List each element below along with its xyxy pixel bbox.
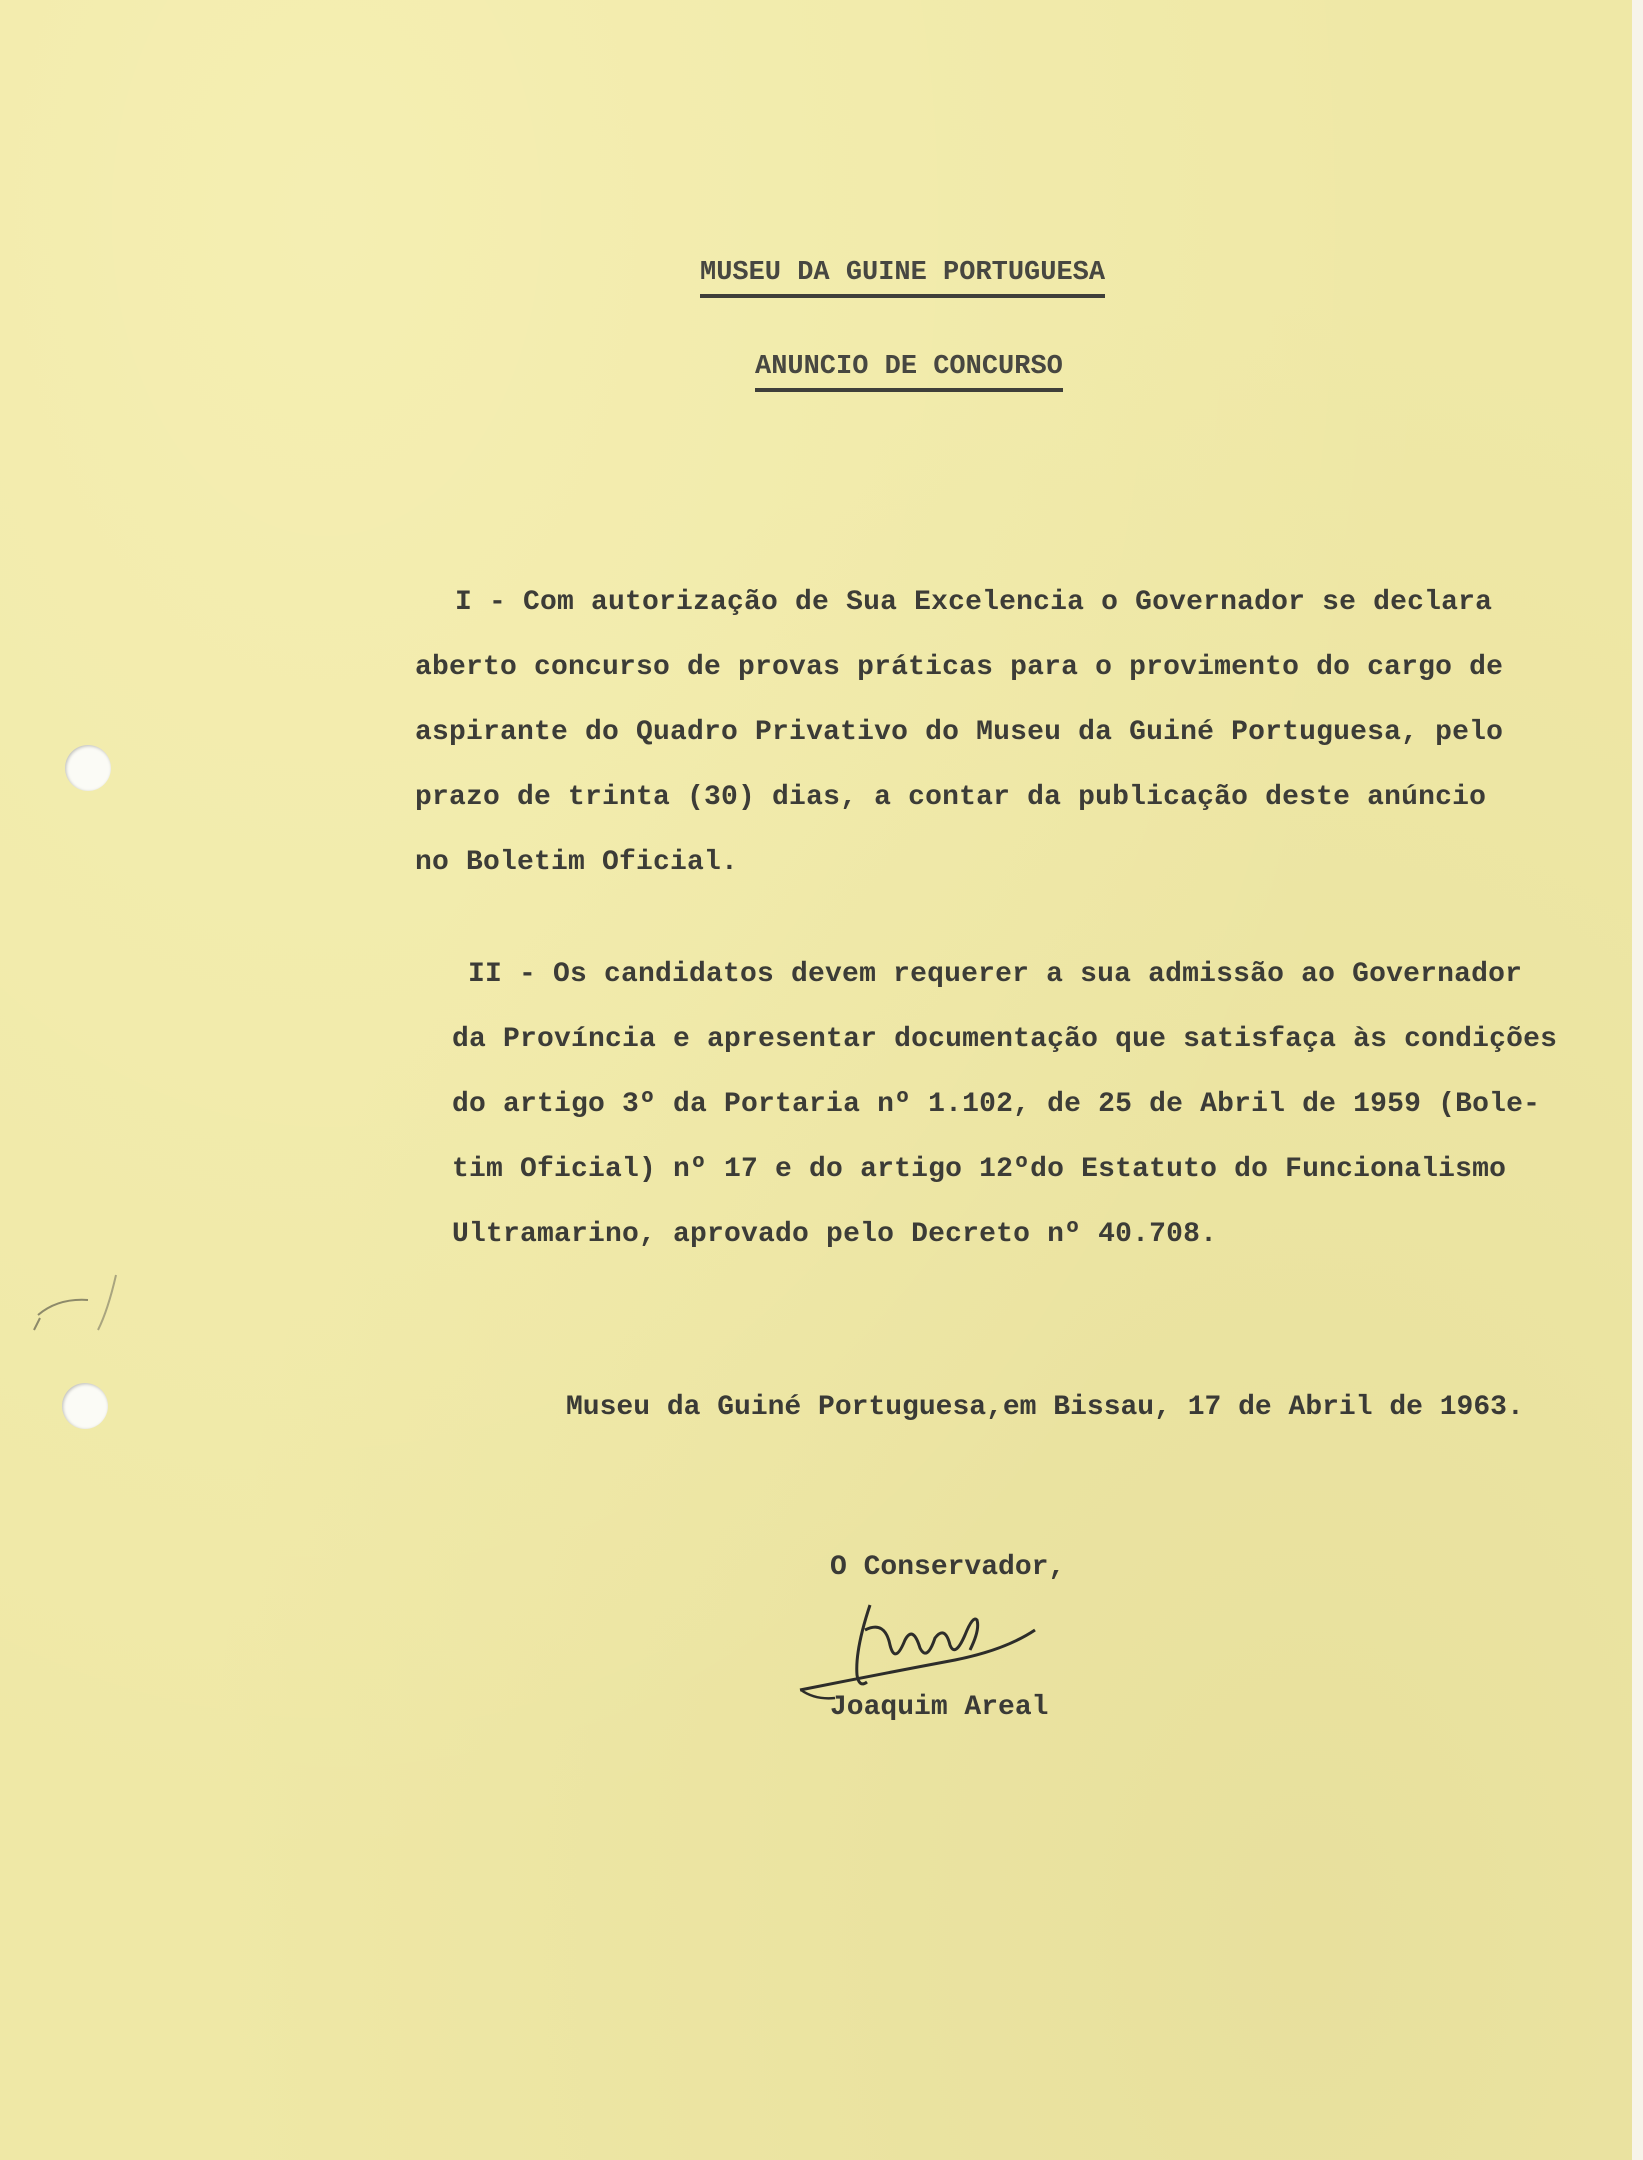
paragraph-one — [415, 570, 1543, 895]
paragraph-line: Ultramarino, aprovado pelo Decreto nº 40.708. — [452, 1219, 1218, 1250]
place-and-date: Museu da Guiné Portuguesa,em Bissau, 17 de Abril de 1963. — [566, 1392, 1524, 1423]
signer-name: Joaquim Areal — [830, 1692, 1049, 1723]
paragraph-line: da Província e apresentar documentação que satisfaça às condições — [452, 1024, 1558, 1055]
paragraph-line: aberto concurso de provas práticas para o provimento do cargo de — [415, 652, 1504, 683]
scan-edge — [1632, 0, 1643, 2160]
punch-hole-bottom — [62, 1383, 108, 1429]
paragraph-line: tim Oficial) nº 17 e do artigo 12ºdo Estatuto do Funcionalismo — [452, 1154, 1507, 1185]
signoff-title: O Conservador, — [830, 1552, 1066, 1583]
punch-hole-top — [65, 745, 111, 791]
paragraph-line: do artigo 3º da Portaria nº 1.102, de 25 de Abril de 1959 (Bole- — [452, 1089, 1541, 1120]
paragraph-line: no Boletim Oficial. — [415, 847, 739, 878]
paragraph-line: aspirante do Quadro Privativo do Museu da Guiné Portuguesa, pelo — [415, 717, 1504, 748]
paragraph-line: I - Com autorização de Sua Excelencia o Governador se declara — [455, 587, 1493, 618]
document-title: MUSEU DA GUINE PORTUGUESA — [700, 258, 1105, 298]
paragraph-line: II - Os candidatos devem requerer a sua admissão ao Governador — [468, 959, 1523, 990]
paragraph-two — [452, 942, 1557, 1267]
paragraph-line: prazo de trinta (30) dias, a contar da publicação deste anúncio — [415, 782, 1487, 813]
document-subtitle: ANUNCIO DE CONCURSO — [755, 352, 1063, 392]
margin-pencil-mark — [28, 1270, 118, 1380]
